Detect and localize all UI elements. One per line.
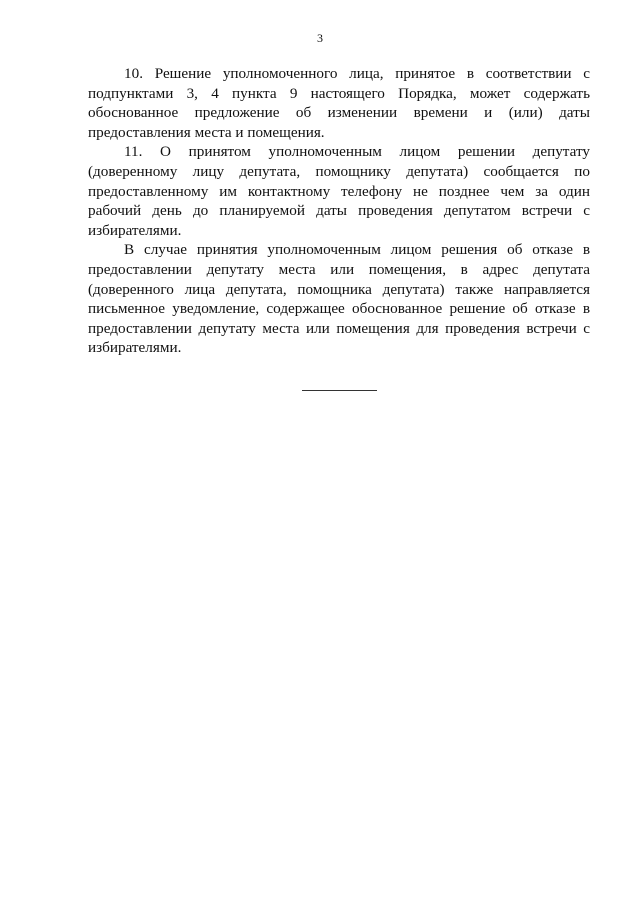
paragraph-refusal-notice: В случае принятия уполномоченным лицом решения об отказе в предоставлении депутату места или помещения, в адрес депутата (доверенного лица депутата, помощника депутата) также направляется письменное уведомление, содержащее обоснованное решение об отказе в предоставлении депутату места или помещения для проведения встречи с избирателями. (88, 241, 590, 357)
page-number: 3 (317, 31, 323, 45)
paragraph-10: 10. Решение уполномоченного лица, принятое в соответствии с подпунктами 3, 4 пункта 9 настоящего Порядка, может содержать обоснованное предложение об изменении времени и (или) даты предоставления места и помещения. (88, 65, 590, 141)
paragraph-11: 11. О принятом уполномоченным лицом решении депутату (доверенному лицу депутата, помощнику депутата) сообщается по предоставленному им контактному телефону не позднее чем за один рабочий день до планируемой даты проведения депутатом встречи с избирателями. (88, 143, 590, 239)
end-divider-line (302, 390, 377, 391)
document-body (88, 64, 590, 358)
